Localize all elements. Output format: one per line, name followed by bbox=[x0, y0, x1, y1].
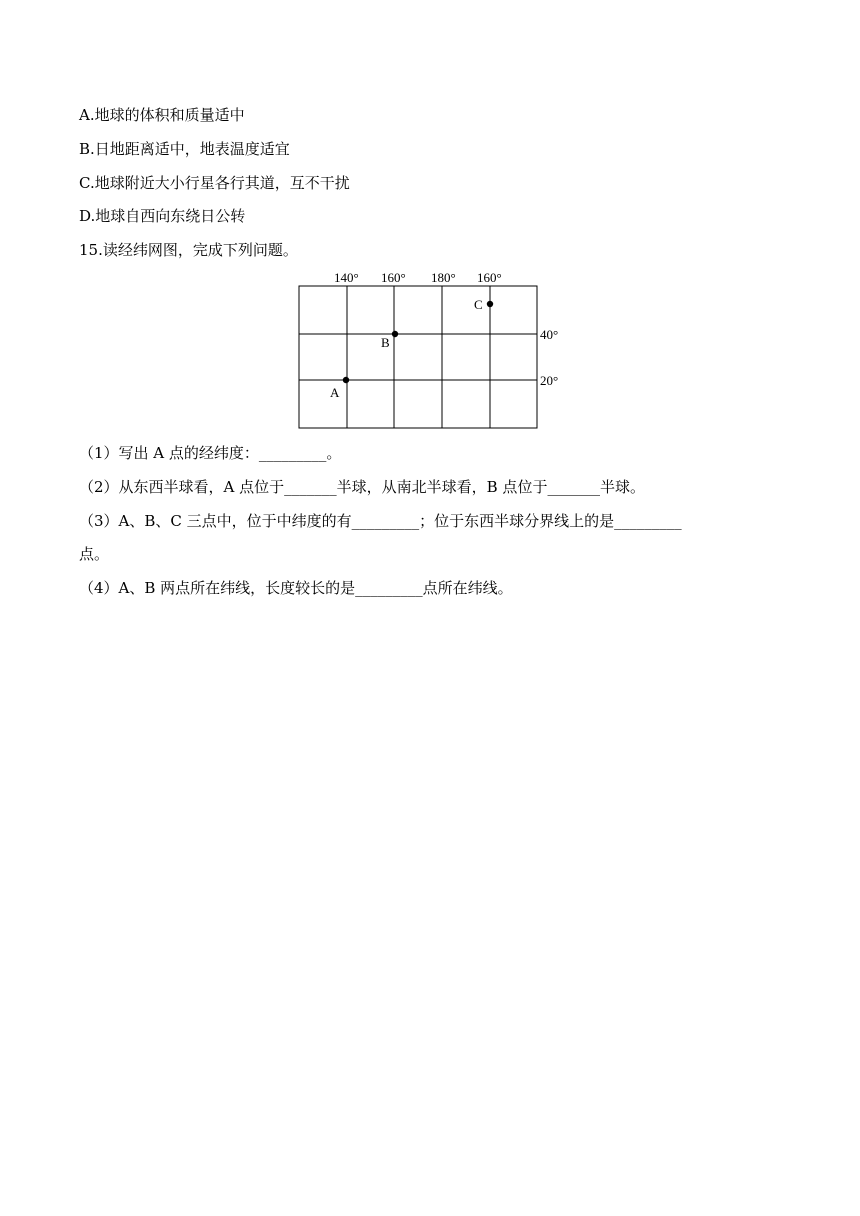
longitude-label: 140° bbox=[334, 270, 359, 285]
option-d: D.地球自西向东绕日公转 bbox=[79, 207, 246, 225]
subquestion-3: （3）A、B、C 三点中，位于中纬度的有_________；位于东西半球分界线上的是_________ bbox=[79, 512, 682, 530]
grid-frame bbox=[299, 286, 537, 428]
question-15-title: 15.读经纬网图，完成下列问题。 bbox=[79, 241, 298, 259]
longitude-label: 180° bbox=[431, 270, 456, 285]
option-c: C.地球附近大小行星各行其道，互不干扰 bbox=[79, 174, 350, 192]
point-c-marker bbox=[487, 301, 493, 307]
lat-lon-grid-figure bbox=[280, 266, 580, 436]
point-a-marker bbox=[343, 377, 349, 383]
subquestion-1: （1）写出 A 点的经纬度：_________。 bbox=[79, 444, 342, 462]
subquestion-3-continued: 点。 bbox=[79, 545, 110, 563]
subquestion-2: （2）从东西半球看，A 点位于_______半球，从南北半球看，B 点位于_______半球。 bbox=[79, 478, 645, 496]
point-b-label: B bbox=[381, 335, 390, 350]
latitude-label: 40° bbox=[540, 327, 559, 342]
longitude-label: 160° bbox=[477, 270, 502, 285]
option-b: B.日地距离适中，地表温度适宜 bbox=[79, 140, 290, 158]
longitude-label: 160° bbox=[381, 270, 406, 285]
point-a-label: A bbox=[330, 385, 340, 400]
option-a: A.地球的体积和质量适中 bbox=[79, 106, 245, 124]
latitude-label: 20° bbox=[540, 373, 559, 388]
point-c-label: C bbox=[474, 297, 483, 312]
subquestion-4: （4）A、B 两点所在纬线，长度较长的是_________点所在纬线。 bbox=[79, 579, 513, 597]
point-b-marker bbox=[392, 331, 398, 337]
